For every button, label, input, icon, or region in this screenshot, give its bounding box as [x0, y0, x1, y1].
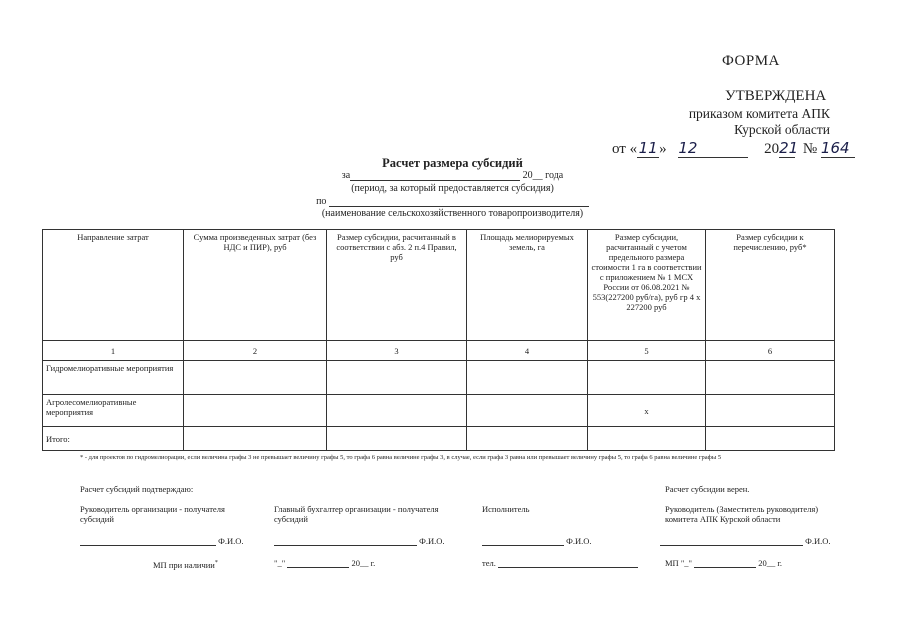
- mp-label: МП: [665, 558, 679, 568]
- table-cell[interactable]: [184, 395, 327, 427]
- producer-caption: (наименование сельскохозяйственного товаропроизводителя): [321, 208, 584, 219]
- phone-field[interactable]: [498, 558, 638, 568]
- year-suffix: 20__ г.: [758, 558, 783, 568]
- date-field[interactable]: [287, 558, 349, 568]
- year-suffix: 20__ г.: [351, 558, 376, 568]
- header-area: Площадь мелиорируемых земель, га: [467, 230, 588, 341]
- period-line: [0, 170, 905, 181]
- date-prefix: от «: [612, 141, 638, 157]
- table-row: [43, 395, 835, 427]
- committee-date: [665, 558, 782, 568]
- col-num: 2: [184, 341, 327, 361]
- period-prefix: за: [341, 170, 351, 181]
- document-title: Расчет размера субсидий: [382, 156, 523, 170]
- header-subsidy-limit: Размер субсидии, расчитанный с учетом предельного размера стоимости 1 га в соответствии с приложением № 1 МСХ России от 06.08.2021 № 553(227200 руб/га), руб гр 4 х 227200 руб: [588, 230, 706, 341]
- number-prefix: №: [802, 141, 818, 157]
- date-year-prefix: 20: [764, 141, 780, 157]
- tel-label: тел.: [482, 558, 496, 568]
- header-subsidy-calc: Размер субсидии, расчитанный в соответствии с абз. 2 п.4 Правил, руб: [327, 230, 467, 341]
- header-direction: Направление затрат: [43, 230, 184, 341]
- approved-label: УТВЕРЖДЕНА: [725, 88, 827, 104]
- table-cell[interactable]: [467, 361, 588, 395]
- mp-if-any-label: МП при наличии: [153, 559, 215, 570]
- header-subsidy-transfer: Размер субсидии к перечислению, руб*: [706, 230, 835, 341]
- table-cell[interactable]: [467, 395, 588, 427]
- date-mid: »: [659, 141, 667, 157]
- subsidy-table: [42, 229, 835, 451]
- col-num: 4: [467, 341, 588, 361]
- table-cell[interactable]: [327, 395, 467, 427]
- confirm-right: Расчет субсидии верен.: [665, 484, 750, 494]
- table-cell[interactable]: [327, 427, 467, 451]
- committee-head-label: Руководитель (Заместитель руководителя) комитета АПК Курской области: [665, 504, 819, 524]
- total-label: Итого:: [43, 427, 184, 451]
- signature-field[interactable]: [482, 536, 564, 546]
- table-cell[interactable]: х: [588, 395, 706, 427]
- executor-signature: [482, 536, 592, 546]
- fio-label: Ф.И.О.: [419, 536, 445, 546]
- chief-accountant-label: Главный бухгалтер организации - получателя субсидий: [274, 504, 439, 524]
- date-quote: "_": [680, 558, 693, 568]
- table-cell[interactable]: [327, 361, 467, 395]
- head-org-label: Руководитель организации - получателя субсидий: [80, 504, 225, 524]
- col-num: 5: [588, 341, 706, 361]
- signature-field[interactable]: [274, 536, 417, 546]
- head-org-signature: [80, 536, 244, 546]
- period-field[interactable]: [350, 171, 520, 181]
- footnote: * - для проектов по гидромелиорации, если величина графы 3 не превышает величину графы 5, то графа 6 равна величине графы 3, в случае, если графа 3 равна или превышает величину графы 5, то графа 6 равна величине графы 5: [80, 454, 722, 461]
- producer-field[interactable]: [329, 197, 589, 207]
- confirm-left: Расчет субсидий подтверждаю:: [80, 484, 194, 494]
- date-year: 21: [779, 139, 799, 157]
- committee-head-signature: [660, 536, 831, 546]
- table-cell[interactable]: [706, 361, 835, 395]
- table-cell[interactable]: [706, 395, 835, 427]
- signature-field[interactable]: [80, 536, 216, 546]
- signature-field[interactable]: [660, 536, 803, 546]
- executor-phone: [482, 558, 638, 568]
- col-num: 1: [43, 341, 184, 361]
- col-num: 6: [706, 341, 835, 361]
- approval-number: 164: [821, 139, 855, 158]
- table-cell[interactable]: [706, 427, 835, 451]
- producer-prefix: по: [316, 196, 327, 207]
- executor-label: Исполнитель: [482, 504, 530, 514]
- row-label: Агролесомелиоративные мероприятия: [43, 395, 184, 427]
- table-cell[interactable]: [184, 427, 327, 451]
- table-cell[interactable]: [588, 361, 706, 395]
- mp-if-any: МП при наличии*: [153, 559, 218, 570]
- table-cell[interactable]: [184, 361, 327, 395]
- accountant-date: [274, 558, 375, 568]
- table-cell[interactable]: [467, 427, 588, 451]
- column-numbers-row: [43, 341, 835, 361]
- table-row: [43, 361, 835, 395]
- chief-accountant-signature: [274, 536, 445, 546]
- col-num: 3: [327, 341, 467, 361]
- table-cell[interactable]: [588, 427, 706, 451]
- table-header-row: [43, 230, 835, 341]
- fio-label: Ф.И.О.: [805, 536, 831, 546]
- fio-label: Ф.И.О.: [566, 536, 592, 546]
- date-field[interactable]: [694, 558, 756, 568]
- producer-line: [0, 196, 905, 207]
- approved-by: приказом комитета АПК: [688, 106, 830, 121]
- total-row: [43, 427, 835, 451]
- period-caption: (период, за который предоставляется субсидия): [351, 183, 554, 194]
- date-month: 12: [678, 139, 748, 158]
- row-label: Гидромелиоративные мероприятия: [43, 361, 184, 395]
- date-quote: "_": [274, 558, 286, 568]
- fio-label: Ф.И.О.: [218, 536, 244, 546]
- date-day: 11: [638, 139, 658, 157]
- form-label: ФОРМА: [722, 53, 780, 69]
- period-year: 20__ года: [522, 170, 564, 181]
- approved-region: Курской области: [734, 122, 830, 137]
- header-costs: Сумма произведенных затрат (без НДС и ПИР), руб: [184, 230, 327, 341]
